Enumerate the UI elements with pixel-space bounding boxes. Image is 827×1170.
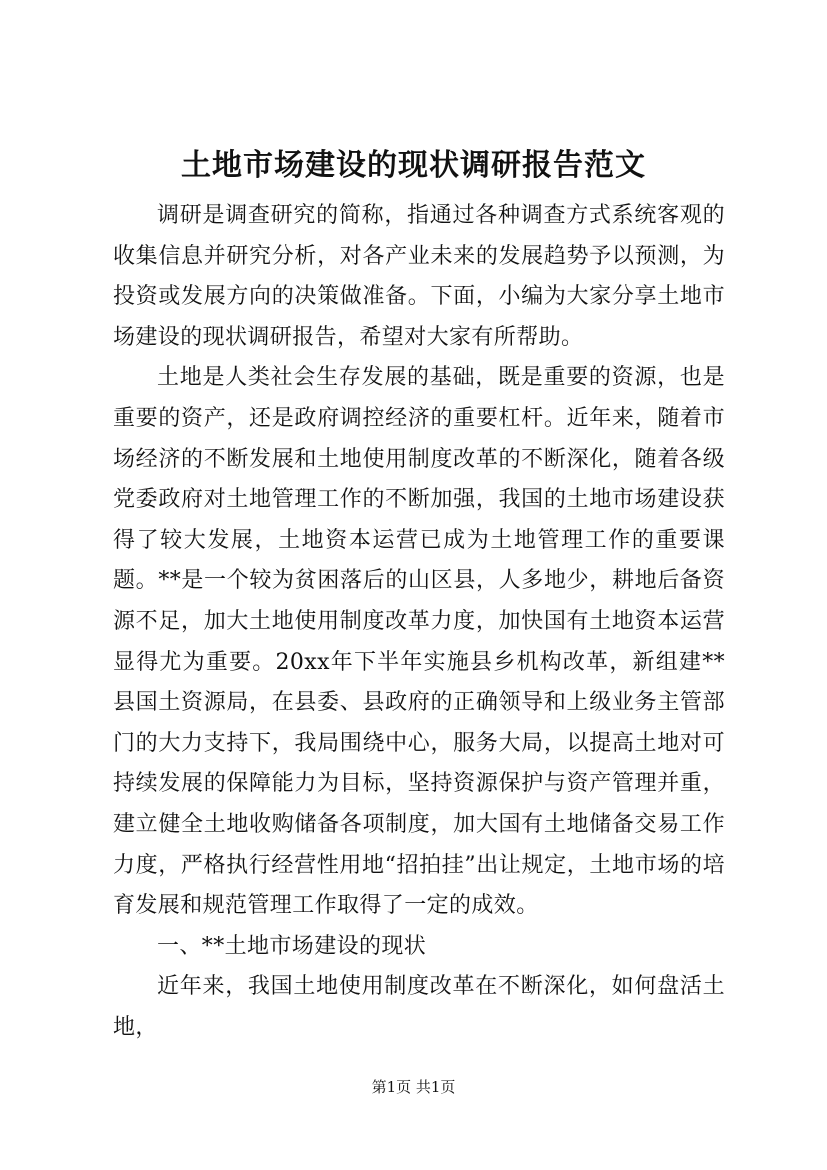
section-heading-status: 一、**土地市场建设的现状: [157, 933, 427, 959]
page-footer: 第1页 共1页: [371, 1078, 456, 1096]
document-body: [113, 196, 725, 1048]
paragraph-section-start: 近年来，我国土地使用制度改革在不断深化，如何盘活土地，: [113, 974, 725, 1040]
paragraph-background: 土地是人类社会生存发展的基础，既是重要的资源，也是重要的资产，还是政府调控经济的重要杠杆。近年来，随着市场经济的不断发展和土地使用制度改革的不断深化，随着各级党委政府对土地管理工作的不断加强，我国的土地市场建设获得了较大发展，土地资本运营已成为土地管理工作的重要课题。**是一个较为贫困落后的山区县，人多地少，耕地后备资源不足，加大土地使用制度改革力度，加快国有土地资本运营显得尤为重要。20xx年下半年实施县乡机构改革，新组建**县国土资源局，在县委、县政府的正确领导和上级业务主管部门的大力支持下，我局围绕中心，服务大局，以提高土地对可持续发展的保障能力为目标，坚持资源保护与资产管理并重，建立健全土地收购储备各项制度，加大国有土地储备交易工作力度，严格执行经营性用地“招拍挂”出让规定，土地市场的培育发展和规范管理工作取得了一定的成效。: [113, 365, 725, 919]
document-title: 土地市场建设的现状调研报告范文: [181, 148, 646, 183]
paragraph-intro: 调研是调查研究的简称，指通过各种调查方式系统客观的收集信息并研究分析，对各产业未来的发展趋势予以预测，为投资或发展方向的决策做准备。下面，小编为大家分享土地市场建设的现状调研报告，希望对大家有所帮助。: [113, 203, 725, 350]
